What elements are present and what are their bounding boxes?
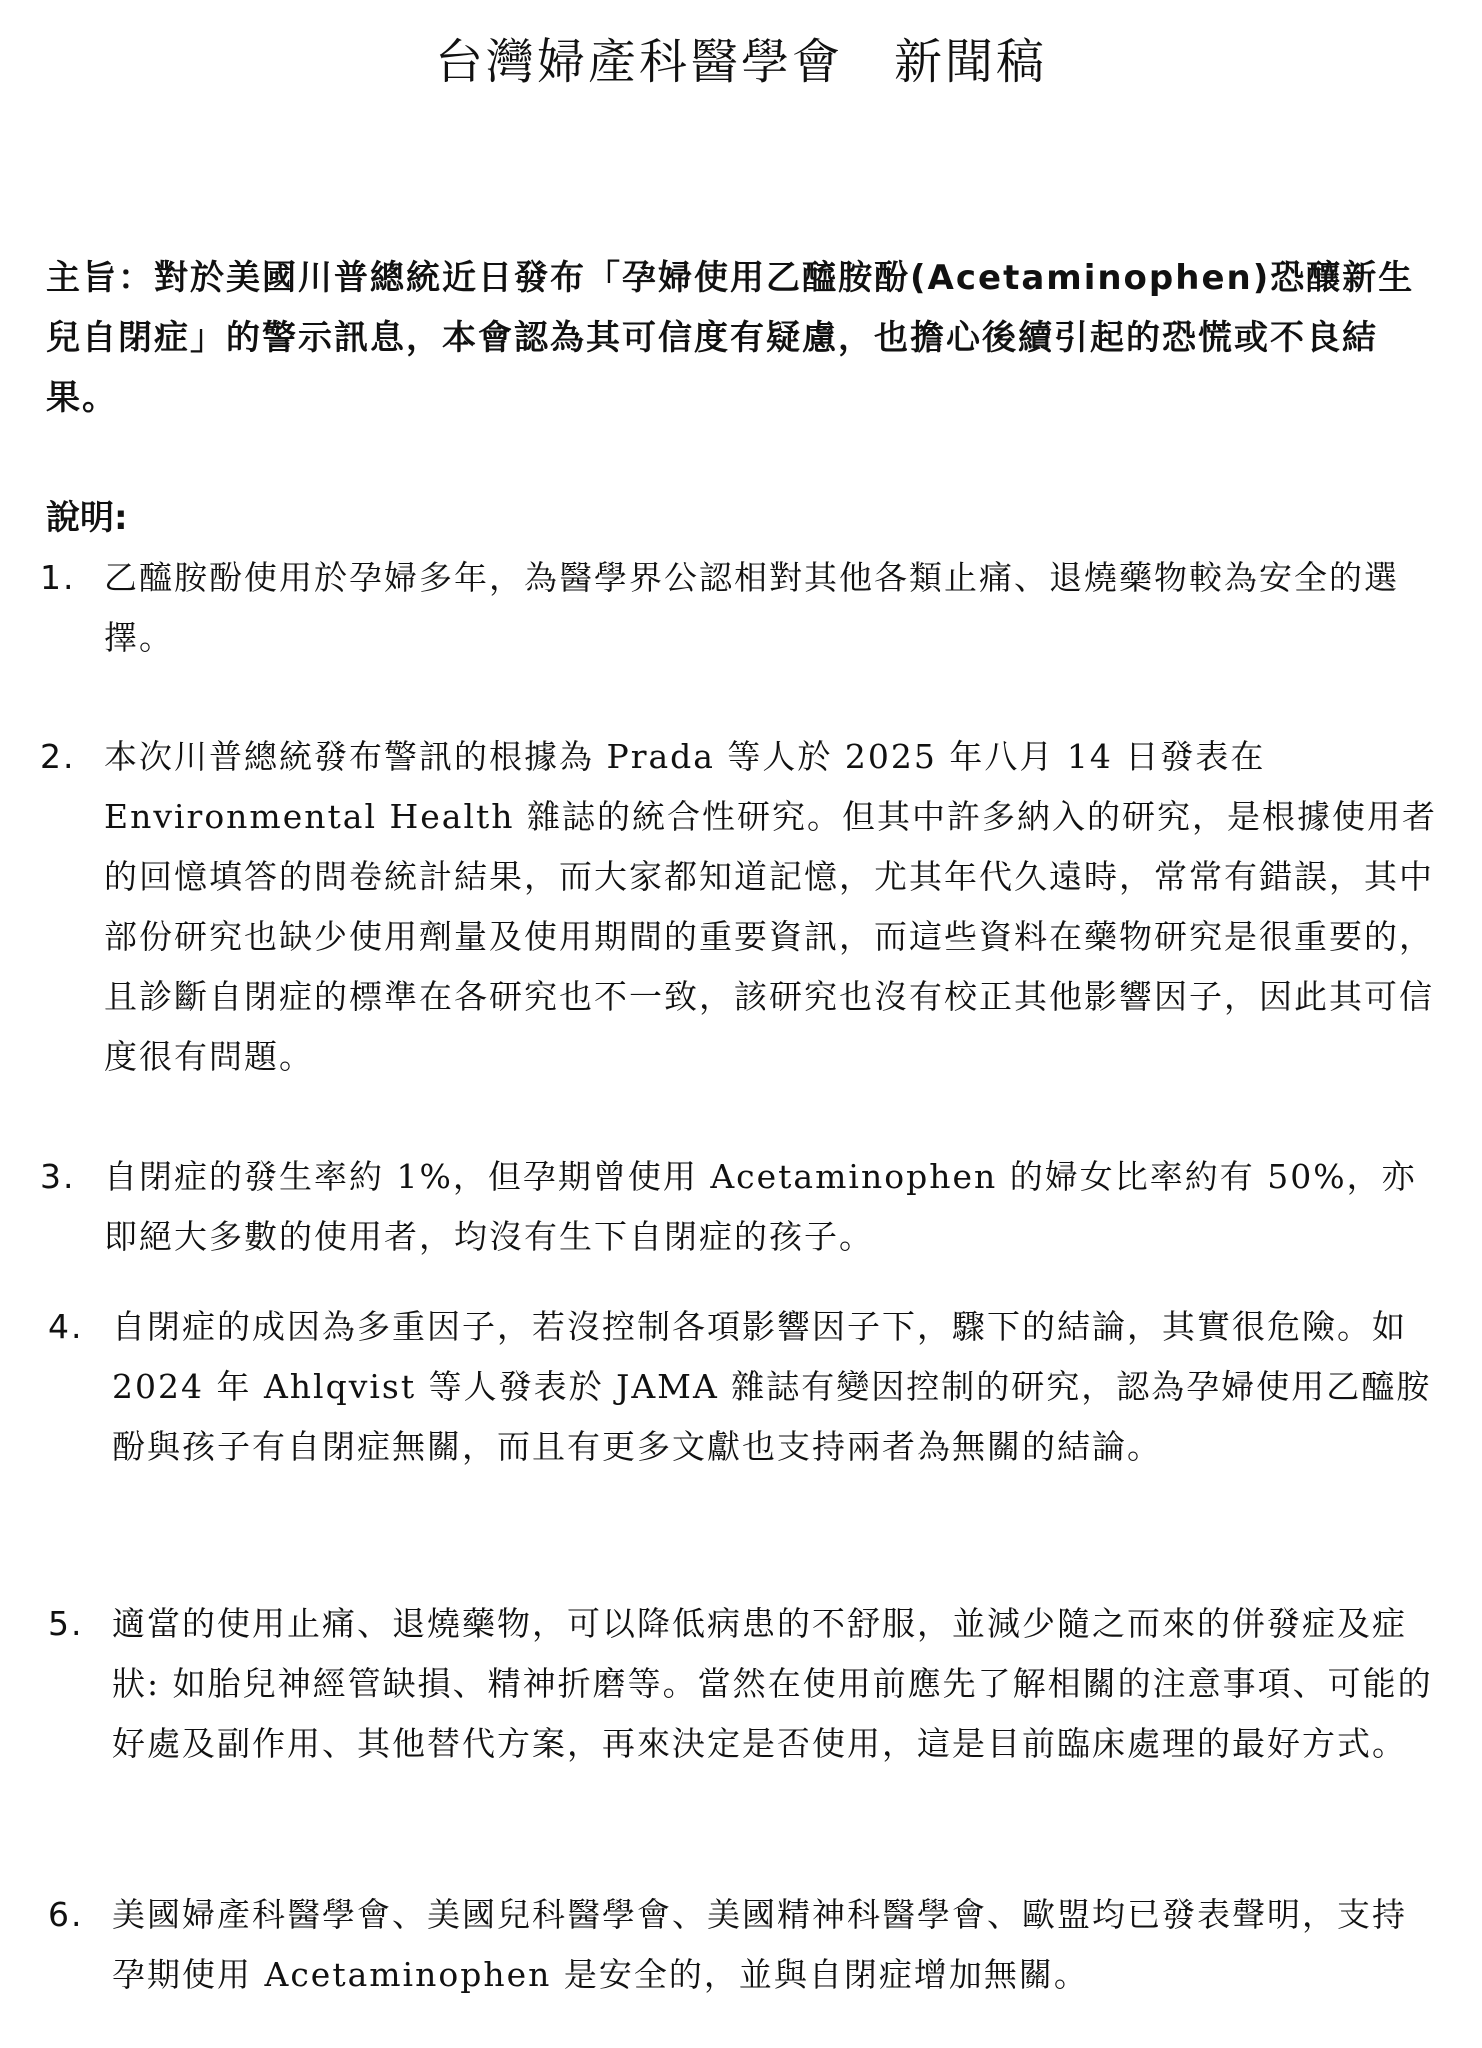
list-item: [40, 548, 1440, 668]
list-item: [40, 727, 1440, 1087]
list-item-number: 5.: [48, 1604, 84, 1643]
list-item-text: 自閉症的發生率約 1%，但孕期曾使用 Acetaminophen 的婦女比率約有 50%，亦即絕大多數的使用者，均沒有生下自閉症的孩子。: [104, 1157, 1417, 1256]
subject-paragraph: 主旨：對於美國川普總統近日發布「孕婦使用乙醯胺酚(Acetaminophen)恐釀新生兒自閉症」的警示訊息，本會認為其可信度有疑慮，也擔心後續引起的恐慌或不良結果。: [46, 258, 1415, 418]
list-item: [48, 1885, 1440, 2005]
list-item-text: 自閉症的成因為多重因子，若沒控制各項影響因子下，驟下的結論，其實很危險。如 2024 年 Ahlqvist 等人發表於 JAMA 雜誌有變因控制的研究，認為孕婦使用乙醯胺酚與孩子有自閉症無關，而且有更多文獻也支持兩者為無關的結論。: [112, 1307, 1432, 1466]
list-item: [48, 1297, 1440, 1477]
list-item-text: 乙醯胺酚使用於孕婦多年，為醫學界公認相對其他各類止痛、退燒藥物較為安全的選擇。: [104, 558, 1399, 657]
list-item-number: 6.: [48, 1895, 84, 1934]
explanation-heading: 說明:: [46, 498, 128, 538]
list-item-text: 本次川普總統發布警訊的根據為 Prada 等人於 2025 年八月 14 日發表在 Environmental Health 雜誌的統合性研究。但其中許多納入的研究，是根據使用者的回憶填答的問卷統計結果，而大家都知道記憶，尤其年代久遠時，常常有錯誤，其中部份研究也缺少使用劑量及使用期間的重要資訊，而這些資料在藥物研究是很重要的，且診斷自閉症的標準在各研究也不一致，該研究也沒有校正其他影響因子，因此其可信度很有問題。: [104, 737, 1438, 1076]
list-item-text: 適當的使用止痛、退燒藥物，可以降低病患的不舒服，並減少隨之而來的併發症及症狀: 如胎兒神經管缺損、精神折磨等。當然在使用前應先了解相關的注意事項、可能的好處及副作用、其他替代方案，再來決定是否使用，這是目前臨床處理的最好方式。: [112, 1604, 1433, 1763]
list-item-text: 美國婦產科醫學會、美國兒科醫學會、美國精神科醫學會、歐盟均已發表聲明，支持孕期使用 Acetaminophen 是安全的，並與自閉症增加無關。: [112, 1895, 1407, 1994]
list-item-number: 2.: [40, 737, 76, 776]
list-item: [40, 1147, 1440, 1267]
list-item: [48, 1594, 1440, 1774]
document-title: 台灣婦產科醫學會 新聞稿: [434, 34, 1047, 90]
list-item-number: 4.: [48, 1307, 84, 1346]
list-item-number: 1.: [40, 558, 76, 597]
list-item-number: 3.: [40, 1157, 76, 1196]
